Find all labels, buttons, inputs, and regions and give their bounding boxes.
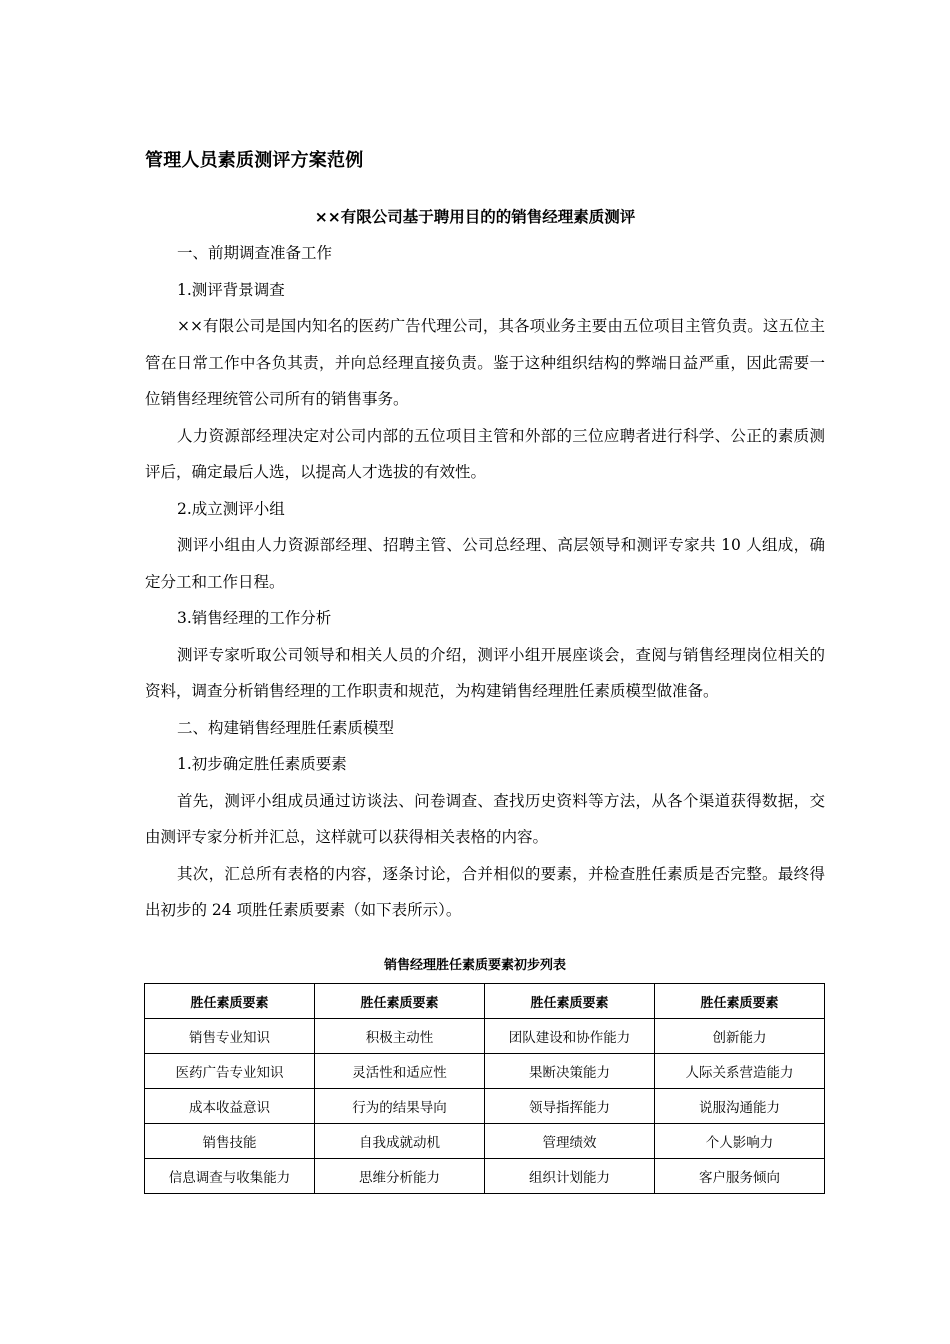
column-header: 胜任素质要素 <box>145 984 315 1019</box>
table-cell: 创新能力 <box>655 1019 825 1054</box>
document-subtitle: ××有限公司基于聘用目的的销售经理素质测评 <box>314 208 636 226</box>
table-cell: 销售专业知识 <box>145 1019 315 1054</box>
competency-table <box>144 983 825 1194</box>
table-cell: 客户服务倾向 <box>655 1159 825 1194</box>
subsection-heading: 1.初步确定胜任素质要素 <box>177 755 347 773</box>
table-row <box>145 1089 825 1124</box>
table-row <box>145 1159 825 1194</box>
column-header: 胜任素质要素 <box>485 984 655 1019</box>
table-cell: 管理绩效 <box>485 1124 655 1159</box>
paragraph: 测评小组由人力资源部经理、招聘主管、公司总经理、高层领导和测评专家共 10 人组成，确定分工和工作日程。 <box>145 536 825 591</box>
table-cell: 积极主动性 <box>315 1019 485 1054</box>
document-body <box>145 235 825 929</box>
table-cell: 成本收益意识 <box>145 1089 315 1124</box>
document-title: 管理人员素质测评方案范例 <box>145 150 364 171</box>
table-cell: 销售技能 <box>145 1124 315 1159</box>
paragraph: 人力资源部经理决定对公司内部的五位项目主管和外部的三位应聘者进行科学、公正的素质测评后，确定最后人选，以提高人才选拔的有效性。 <box>145 426 825 481</box>
paragraph: 测评专家听取公司领导和相关人员的介绍，测评小组开展座谈会，查阅与销售经理岗位相关的资料，调查分析销售经理的工作职责和规范，为构建销售经理胜任素质模型做准备。 <box>145 645 825 700</box>
table-cell: 组织计划能力 <box>485 1159 655 1194</box>
table-cell: 医药广告专业知识 <box>145 1054 315 1089</box>
column-header: 胜任素质要素 <box>315 984 485 1019</box>
table-row <box>145 1054 825 1089</box>
table-cell: 灵活性和适应性 <box>315 1054 485 1089</box>
table-cell: 自我成就动机 <box>315 1124 485 1159</box>
table-cell: 说服沟通能力 <box>655 1089 825 1124</box>
table-cell: 果断决策能力 <box>485 1054 655 1089</box>
table-cell: 信息调查与收集能力 <box>145 1159 315 1194</box>
table-row <box>145 1124 825 1159</box>
table-header-row <box>145 984 825 1019</box>
subsection-heading: 3.销售经理的工作分析 <box>177 609 332 627</box>
table-cell: 人际关系营造能力 <box>655 1054 825 1089</box>
column-header: 胜任素质要素 <box>655 984 825 1019</box>
table-cell: 行为的结果导向 <box>315 1089 485 1124</box>
table-cell: 思维分析能力 <box>315 1159 485 1194</box>
section-heading: 一、前期调查准备工作 <box>177 244 333 262</box>
table-row <box>145 1019 825 1054</box>
paragraph: 首先，测评小组成员通过访谈法、问卷调查、查找历史资料等方法，从各个渠道获得数据，交由测评专家分析并汇总，这样就可以获得相关表格的内容。 <box>145 791 825 846</box>
paragraph: 其次，汇总所有表格的内容，逐条讨论，合并相似的要素，并检查胜任素质是否完整。最终得出初步的 24 项胜任素质要素（如下表所示）。 <box>145 864 825 919</box>
table-caption: 销售经理胜任素质要素初步列表 <box>383 958 566 973</box>
table-cell: 领导指挥能力 <box>485 1089 655 1124</box>
subsection-heading: 2.成立测评小组 <box>177 499 285 518</box>
table-cell: 团队建设和协作能力 <box>485 1019 655 1054</box>
table-cell: 个人影响力 <box>655 1124 825 1159</box>
section-heading: 二、构建销售经理胜任素质模型 <box>177 718 395 737</box>
paragraph: ××有限公司是国内知名的医药广告代理公司，其各项业务主要由五位项目主管负责。这五位主管在日常工作中各负其责，并向总经理直接负责。鉴于这种组织结构的弊端日益严重，因此需要一位销售经理统管公司所有的销售事务。 <box>145 317 825 408</box>
subsection-heading: 1.测评背景调查 <box>177 280 285 299</box>
